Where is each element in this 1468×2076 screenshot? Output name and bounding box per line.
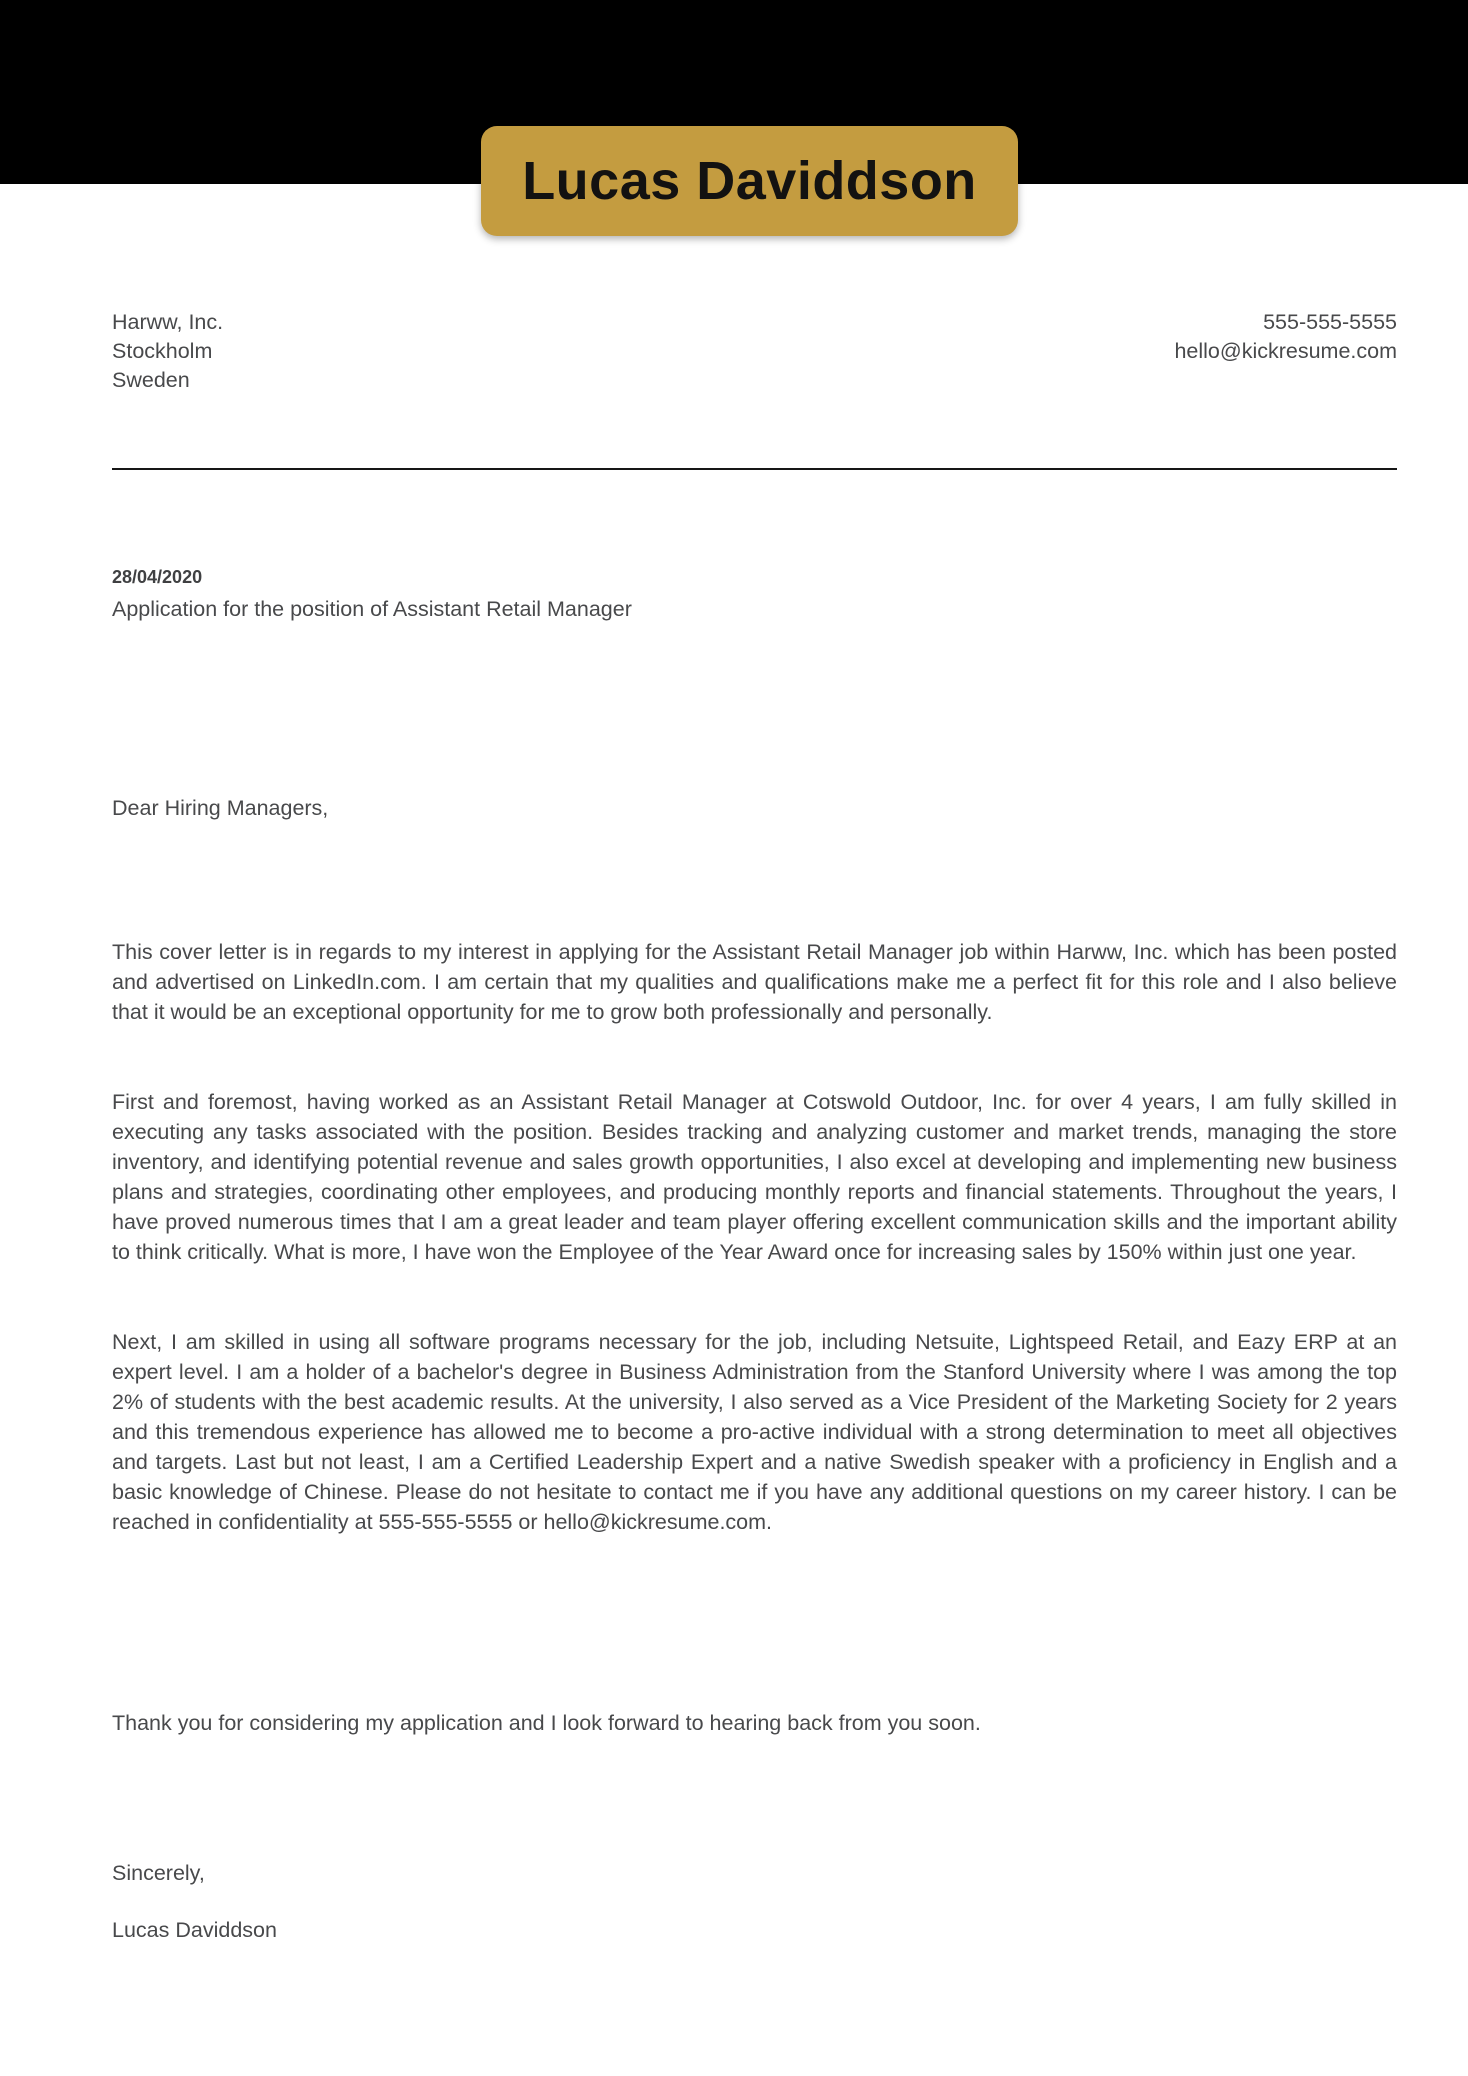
letter-subject: Application for the position of Assistant Retail Manager [112,597,632,621]
closing-line: Thank you for considering my application and I look forward to hearing back from you soon. [112,1711,981,1735]
recipient-block [112,308,223,395]
recipient-city: Stockholm [112,339,213,363]
body-paragraph-2: First and foremost, having worked as an Assistant Retail Manager at Cotswold Outdoor, Inc. for over 4 years, I am fully skilled in executing any tasks associated with the position. Besides tracking and analyzing customer and market trends, managing the store inventory, and identifying potential revenue and sales growth opportunities, I also excel at developing and implementing new business plans and strategies, coordinating other employees, and producing monthly reports and financial statements. Throughout the years, I have proved numerous times that I am a great leader and team player offering excellent communication skills and the important ability to think critically. What is more, I have won the Employee of the Year Award once for increasing sales by 150% within just one year. [112,1090,1397,1264]
salutation: Dear Hiring Managers, [112,796,329,820]
signature-name: Lucas Daviddson [112,1918,277,1942]
candidate-name: Lucas Daviddson [522,151,977,211]
contact-block [1174,308,1397,366]
signoff: Sincerely, [112,1861,205,1885]
body-paragraph-3: Next, I am skilled in using all software programs necessary for the job, including Netsuite, Lightspeed Retail, and Eazy ERP at an expert level. I am a holder of a bachelor's degree in Business Administration from the Stanford University where I was among the top 2% of students with the best academic results. At the university, I also served as a Vice President of the Marketing Society for 2 years and this tremendous experience has allowed me to become a pro-active individual with a strong determination to meet all objectives and targets. Last but not least, I am a Certified Leadership Expert and a native Swedish speaker with a proficiency in English and a basic knowledge of Chinese. Please do not hesitate to contact me if you have any additional questions on my career history. I can be reached in confidentiality at 555-555-5555 or hello@kickresume.com. [112,1330,1397,1534]
contact-phone: 555-555-5555 [1263,310,1397,334]
horizontal-divider [112,468,1397,470]
recipient-company: Harww, Inc. [112,310,224,334]
recipient-country: Sweden [112,368,190,392]
letter-date: 28/04/2020 [112,567,203,587]
name-badge [481,126,1018,236]
body-paragraph-1: This cover letter is in regards to my interest in applying for the Assistant Retail Manager job within Harww, Inc. which has been posted and advertised on LinkedIn.com. I am certain that my qualities and qualifications make me a perfect fit for this role and I also believe that it would be an exceptional opportunity for me to grow both professionally and personally. [112,940,1397,1024]
contact-email: hello@kickresume.com [1174,339,1397,363]
